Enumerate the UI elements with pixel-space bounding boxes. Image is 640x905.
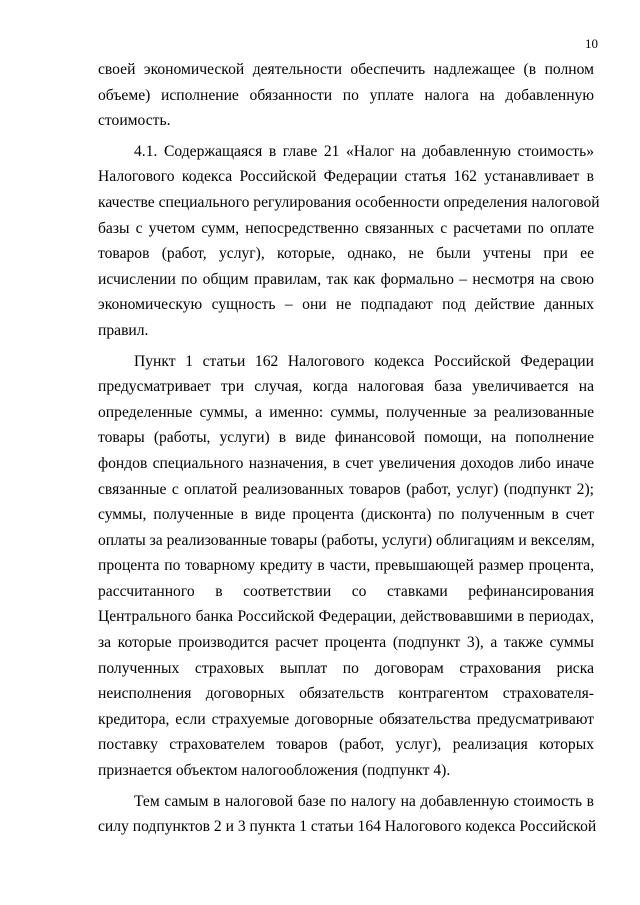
paragraph [98, 789, 597, 840]
paragraph-line: экономическую сущность – они не подпадают под действие данных [98, 296, 594, 314]
paragraph-line: Тем самым в налоговой базе по налогу на добавленную стоимость в [134, 792, 594, 810]
paragraph-line: Налогового кодекса Российской Федерации статья 162 устанавливает в [98, 168, 594, 186]
paragraph-line: объеме) исполнение обязанности по уплате налога на добавленную [98, 86, 594, 104]
paragraph-line: своей экономической деятельности обеспечить надлежащее (в полном [98, 61, 594, 78]
document-body [98, 57, 600, 840]
paragraph-line: фондов специального назначения, в счет увеличения доходов либо иначе [98, 454, 594, 472]
paragraph-line: качестве специального регулирования особенности определения налоговой [98, 193, 600, 211]
paragraph-line: товаров (работ, услуг), которые, однако, не были учтены при ее [98, 245, 594, 263]
paragraph-line: исчислении по общим правилам, так как формально – несмотря на свою [98, 270, 594, 288]
paragraph-line: поставку страхователем товаров (работ, услуг), реализация которых [98, 736, 594, 754]
paragraph-line: Пункт 1 статьи 162 Налогового кодекса Российской Федерации [134, 352, 594, 370]
paragraph-line: базы с учетом сумм, непосредственно связанных с расчетами по оплате [98, 219, 594, 237]
paragraph-line: силу подпунктов 2 и 3 пункта 1 статьи 164 Налогового кодекса Российской [98, 818, 597, 836]
paragraph [98, 349, 594, 784]
paragraph-line: неисполнения договорных обязательств контрагентом страхователя- [98, 685, 594, 703]
paragraph [98, 139, 600, 344]
paragraph [98, 57, 594, 134]
paragraph-line: оплаты за реализованные товары (работы, услуги) облигациям и векселям, [98, 531, 595, 549]
paragraph-line: связанные с оплатой реализованных товаров (работ, услуг) (подпункт 2); [98, 480, 594, 498]
paragraph-line: определенные суммы, а именно: суммы, полученные за реализованные [98, 403, 594, 421]
paragraph-line: товары (работы, услуги) в виде финансовой помощи, на пополнение [98, 429, 594, 447]
paragraph-line: предусматривает три случая, когда налоговая база увеличивается на [98, 378, 594, 396]
page-number: 10 [585, 36, 598, 51]
paragraph-line: суммы, полученные в виде процента (дисконта) по полученным в счет [98, 506, 594, 524]
paragraph-line: Центрального банка Российской Федерации, действовавшими в периодах, [98, 608, 594, 626]
paragraph-line: правил. [98, 321, 149, 339]
paragraph-line: полученных страховых выплат по договорам страхования риска [98, 659, 594, 677]
paragraph-line: стоимость. [98, 112, 171, 130]
paragraph-line: признается объектом налогообложения (подпункт 4). [98, 762, 451, 780]
paragraph-line: за которые производится расчет процента (подпункт 3), а также суммы [98, 634, 594, 652]
paragraph-line: кредитора, если страхуемые договорные обязательства предусматривают [98, 710, 594, 728]
paragraph-line: процента по товарному кредиту в части, превышающей размер процента, [98, 557, 594, 575]
paragraph-line: 4.1. Содержащаяся в главе 21 «Налог на добавленную стоимость» [134, 142, 594, 160]
paragraph-line: рассчитанного в соответствии со ставками рефинансирования [98, 582, 594, 600]
